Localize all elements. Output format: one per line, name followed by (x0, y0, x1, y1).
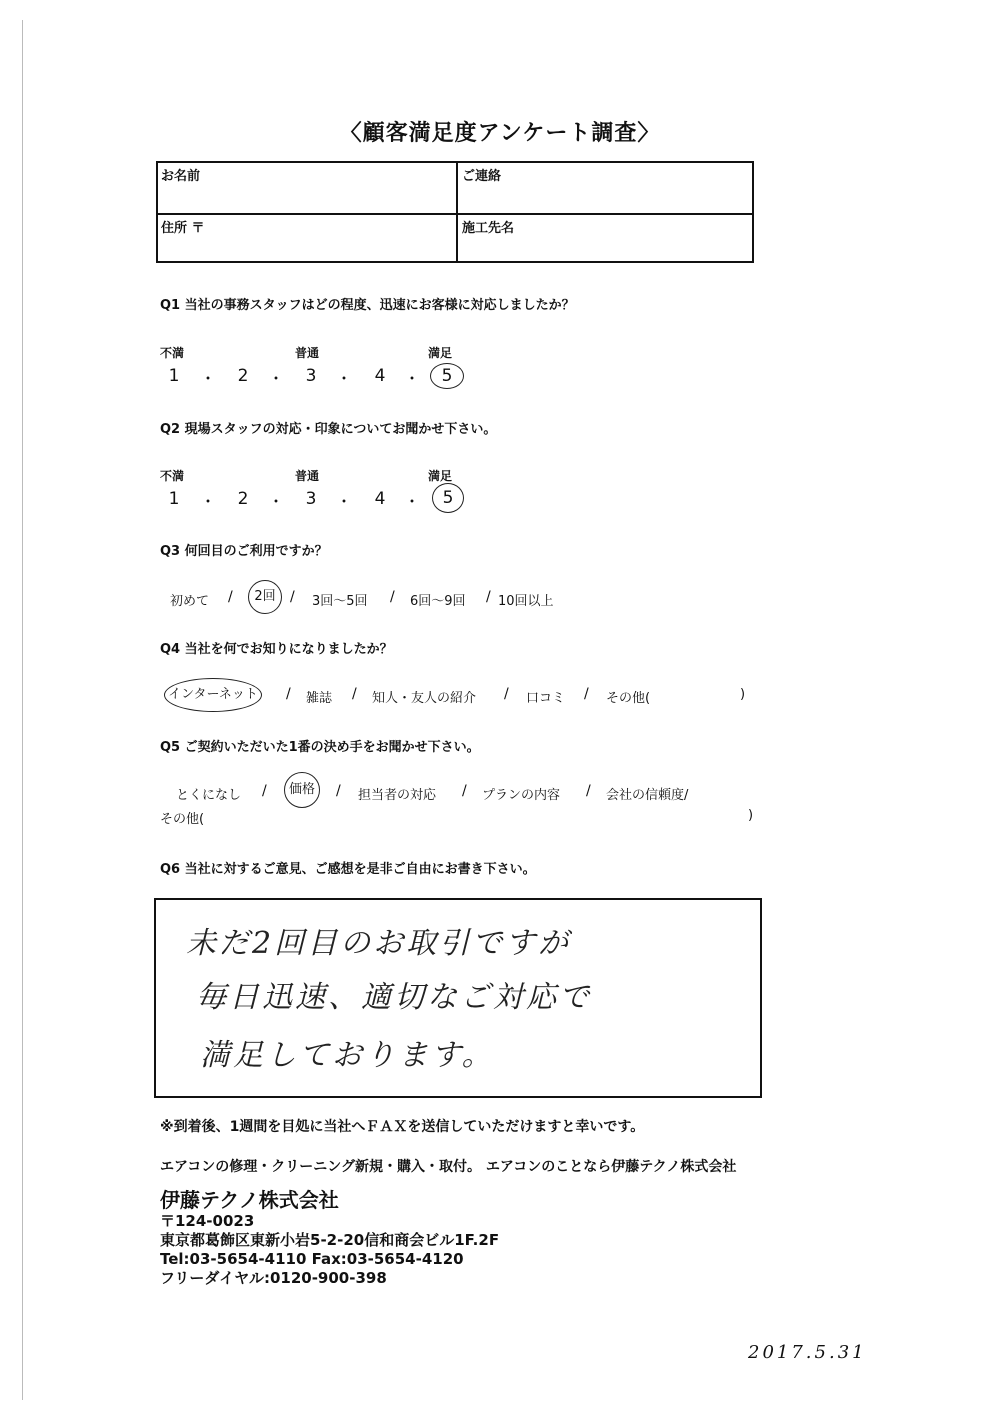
q4-option-referral[interactable]: 知人・友人の紹介 (372, 691, 477, 706)
q4-option-other[interactable]: その他( (606, 691, 651, 706)
q4-other-close-paren: ) (740, 687, 746, 702)
info-table-divider-v (456, 163, 458, 261)
q1-option-3[interactable]: 3 (305, 366, 317, 386)
company-tagline: エアコンの修理・クリーニング新規・購入・取付。 エアコンのことなら伊藤テクノ株式会社 (160, 1159, 737, 1175)
comment-line-3: 満足しております。 (200, 1038, 495, 1073)
q3-option-2-selected[interactable]: 2回 (248, 580, 282, 614)
q3-option-first[interactable]: 初めて (170, 594, 210, 609)
handwritten-date: 2017.5.31 (748, 1342, 867, 1363)
q2-sep: ・ (199, 492, 216, 511)
q3-option-6-9[interactable]: 6回～9回 (410, 594, 466, 609)
q5-slash: / (586, 783, 591, 799)
address-label: 住所 〒 (161, 221, 205, 236)
q1-option-1[interactable]: 1 (168, 366, 180, 386)
q4-slash: / (352, 686, 357, 702)
q6-question: Q6 当社に対するご意見、ご感想を是非ご自由にお書き下さい。 (160, 862, 536, 877)
q5-question: Q5 ご契約いただいた1番の決め手をお聞かせ下さい。 (160, 740, 480, 755)
q5-slash: / (262, 783, 267, 799)
q5-slash: / (462, 783, 467, 799)
comment-box[interactable] (154, 898, 762, 1098)
q2-option-4[interactable]: 4 (374, 489, 386, 509)
q3-option-10plus[interactable]: 10回以上 (498, 594, 554, 609)
q3-slash: / (290, 589, 295, 605)
free-dial: フリーダイヤル:0120-900-398 (160, 1269, 387, 1287)
q4-option-word-of-mouth[interactable]: 口コミ (526, 691, 566, 706)
q4-question: Q4 当社を何でお知りになりましたか？ (160, 642, 393, 657)
fax-request-note: ※到着後、1週間を目処に当社へＦＡＸを送信していただけますと幸いです。 (160, 1119, 645, 1135)
q1-question: Q1 当社の事務スタッフはどの程度、迅速にお客様に対応しましたか？ (160, 298, 575, 313)
company-name: 伊藤テクノ株式会社 (160, 1188, 339, 1212)
scan-edge-line (22, 20, 23, 1400)
q2-mid-label: 普通 (295, 469, 320, 483)
company-address: 東京都葛飾区東新小岩5-2-20信和商会ビル1F.2F (160, 1231, 500, 1249)
name-label: お名前 (161, 169, 201, 184)
q2-sep: ・ (267, 492, 284, 511)
q2-option-3[interactable]: 3 (305, 489, 317, 509)
q1-sep: ・ (199, 369, 216, 388)
q5-option-price-selected[interactable]: 価格 (284, 772, 320, 808)
q5-option-company-trust[interactable]: 会社の信頼度/ (606, 788, 689, 803)
info-table-divider-h (158, 213, 752, 215)
q1-option-2[interactable]: 2 (237, 366, 249, 386)
survey-title: 〈顧客満足度アンケート調査〉 (339, 121, 661, 146)
q4-option-internet-selected[interactable]: インターネット (164, 678, 262, 712)
q1-low-label: 不満 (160, 346, 185, 360)
q1-option-4[interactable]: 4 (374, 366, 386, 386)
postal-code: 〒124-0023 (160, 1212, 255, 1230)
q2-option-5-selected[interactable]: 5 (432, 483, 464, 513)
q5-option-staff-response[interactable]: 担当者の対応 (358, 788, 437, 803)
q1-high-label: 満足 (428, 346, 453, 360)
q1-sep: ・ (267, 369, 284, 388)
q5-option-none[interactable]: とくになし (176, 788, 242, 803)
tel-fax: Tel:03-5654-4110 Fax:03-5654-4120 (160, 1250, 464, 1268)
q2-option-1[interactable]: 1 (168, 489, 180, 509)
q2-option-2[interactable]: 2 (237, 489, 249, 509)
q5-other-close-paren: ) (748, 808, 754, 823)
comment-line-2: 毎日迅速、適切なご対応で (196, 980, 592, 1015)
q5-option-plan-content[interactable]: プランの内容 (482, 788, 561, 803)
q3-option-3-5[interactable]: 3回～5回 (312, 594, 368, 609)
q4-slash: / (584, 686, 589, 702)
q2-high-label: 満足 (428, 469, 453, 483)
q1-option-5-selected[interactable]: 5 (430, 363, 464, 389)
q3-slash: / (486, 589, 491, 605)
q4-slash: / (504, 686, 509, 702)
q5-slash: / (336, 783, 341, 799)
q2-sep: ・ (335, 492, 352, 511)
q4-option-magazine[interactable]: 雑誌 (306, 691, 333, 706)
customer-info-table (156, 161, 754, 263)
q4-slash: / (286, 686, 291, 702)
q2-low-label: 不満 (160, 469, 185, 483)
q3-slash: / (228, 589, 233, 605)
site-name-label: 施工先名 (462, 221, 515, 236)
q1-sep: ・ (335, 369, 352, 388)
comment-line-1: 未だ2回目のお取引ですが (186, 926, 572, 961)
q2-sep: ・ (403, 492, 420, 511)
q5-option-other[interactable]: その他( (160, 812, 205, 827)
q2-question: Q2 現場スタッフの対応・印象についてお聞かせ下さい。 (160, 422, 497, 437)
q1-mid-label: 普通 (295, 346, 320, 360)
q1-sep: ・ (403, 369, 420, 388)
contact-label: ご連絡 (462, 169, 502, 184)
q3-question: Q3 何回目のご利用ですか？ (160, 544, 328, 559)
q3-slash: / (390, 589, 395, 605)
